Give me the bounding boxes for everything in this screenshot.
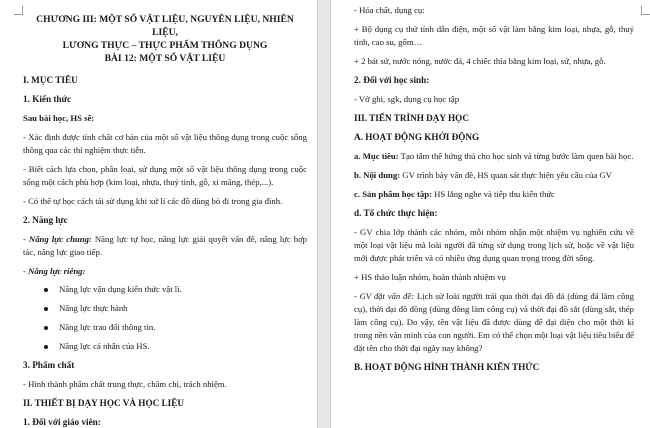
organization-paragraph-1: - GV chia lớp thành các nhóm, mỗi nhóm nhận một nhiệm vụ nghiên cứu về một loại vật liệu mà loài người đã từng sử dụng trong lịch sử, hoặc về vật liệu mới được phát triển và có nhiều ứng dụng quan trọng trong đời sống. [354,227,634,263]
section-heading-warm-up: A. HOẠT ĐỘNG KHỞI ĐỘNG [354,132,480,142]
subheading-competence: 2. Năng lực [23,215,68,225]
knowledge-paragraph-2: - Biết cách lựa chọn, phân loại, sử dụng một số vật liệu thông dụng trong cuộc sống một cách phù hợp (kim loại, nhựa, thuỷ tinh, gỗ, xi măng, thép,...). [23,164,307,187]
list-item [23,321,307,334]
subheading-qualities: 3. Phẩm chất [23,360,75,370]
qualities-paragraph: - Hình thành phẩm chất trung thực, chăm chỉ, trách nhiệm. [23,379,227,389]
objective-label: a. Mục tiêu: [354,151,399,161]
knowledge-paragraph-3: - Có thể tự học cách tái sử dụng khi xử lí các đồ dùng bỏ đi trong gia đình. [23,196,283,206]
list-item-text: Năng lực cá nhân của HS. [59,341,150,351]
content-text: GV trình bày vấn đề, HS quan sát thực hiện yêu cầu của GV [400,170,612,180]
objective-paragraph [354,150,634,163]
lesson-title: BÀI 12: MỘT SỐ VẬT LIỆU [104,53,226,64]
conductivity-kit-line: + Bộ dụng cụ thử tính dẫn điện, một số vật làm bằng kim loại, nhựa, gỗ, thuỷ tinh, cao su, gốm… [354,24,634,47]
after-lesson-line: Sau bài học, HS sẽ: [23,113,95,123]
list-item-text: Năng lực vận dụng kiến thức vật lí. [59,284,182,294]
content-label: b. Nội dung: [354,170,401,180]
list-item [23,283,307,296]
product-text: HS lắng nghe và tiếp thu kiến thức [431,189,555,199]
bowls-line: + 2 bát sứ, nước nóng, nước đá, 4 chiếc thìa bằng kim loại, sứ, nhựa, gỗ. [354,56,606,66]
knowledge-paragraph-1: - Xác định được tính chất cơ bản của một số vật liệu thông dụng trong cuộc sống thông qua các thí nghiệm thực tiễn. [23,132,307,155]
subheading-for-students: 2. Đối với học sinh: [354,75,430,85]
specific-competence-label: - Năng lực riêng: [23,266,86,276]
general-competence-label: - Năng lực chung: [23,234,92,244]
document-page-right [330,0,650,428]
product-paragraph [354,188,634,201]
organization-heading: d. Tổ chức thực hiện: [354,208,438,218]
general-competence-paragraph [23,233,307,259]
objective-text: Tạo tâm thế hứng thú cho học sinh và từng bước làm quen bài học. [398,151,634,161]
document-page-left [0,0,318,428]
competence-bullet-list [23,283,307,353]
chapter-title-line-1: CHƯƠNG III: MỘT SỐ VẬT LIỆU, NGUYÊN LIỆU, NHIÊN LIỆU, [36,14,294,38]
chemicals-line: - Hóa chất, dụng cụ: [354,5,425,15]
subheading-knowledge: 1. Kiến thức [23,94,72,104]
list-item [23,302,307,315]
list-item [23,340,307,353]
problem-paragraph [354,290,634,355]
content-paragraph [354,169,634,182]
bullet-icon [44,345,48,349]
section-heading-knowledge-building: B. HOẠT ĐỘNG HÌNH THÀNH KIẾN THỨC [354,362,540,372]
list-item-text: Năng lực trao đổi thông tin. [59,322,156,332]
section-heading-objectives: I. MỤC TIÊU [23,75,78,85]
section-heading-teaching-process: III. TIẾN TRÌNH DẠY HỌC [354,113,469,123]
general-competence-text: Năng lực tự học, năng lực giải quyết vấn đề, năng lực hợp tác, năng lực giao tiếp. [23,234,308,257]
problem-label: - GV đặt vấn đề: [354,291,415,301]
page-gutter [318,0,330,428]
margin-corner-mark [14,6,23,15]
bullet-icon [44,288,48,292]
chapter-title-line-2: LƯƠNG THỰC – THỰC PHẨM THÔNG DỤNG [62,40,268,51]
students-materials-line: - Vở ghi, sgk, dụng cụ học tập [354,94,460,104]
product-label: c. Sản phẩm học tập: [354,189,432,199]
organization-paragraph-2: + HS thảo luận nhóm, hoàn thành nhiệm vụ [354,272,506,282]
section-heading-equipment: II. THIẾT BỊ DẠY HỌC VÀ HỌC LIỆU [23,398,184,408]
bullet-icon [44,307,48,311]
subheading-for-teacher: 1. Đối với giáo viên: [23,417,101,427]
list-item-text: Năng lực thực hành [59,303,128,313]
margin-corner-mark [641,6,650,15]
problem-text: Lịch sử loài người trải qua thời đại đồ đá (dùng đá làm công cụ), thời đại đồ đồng (dùng đồng làm công cụ) và thời đại đồ sắt (dùng sắt, thép làm công cụ). Do vậy, tên vật liệu đã được dùng để đại diện cho một thời kì trong nền văn minh của con người. Em có thể chọn một loại vật liệu tiêu biểu để đặt tên cho thời đại ngày nay không? [354,291,634,353]
bullet-icon [44,326,48,330]
